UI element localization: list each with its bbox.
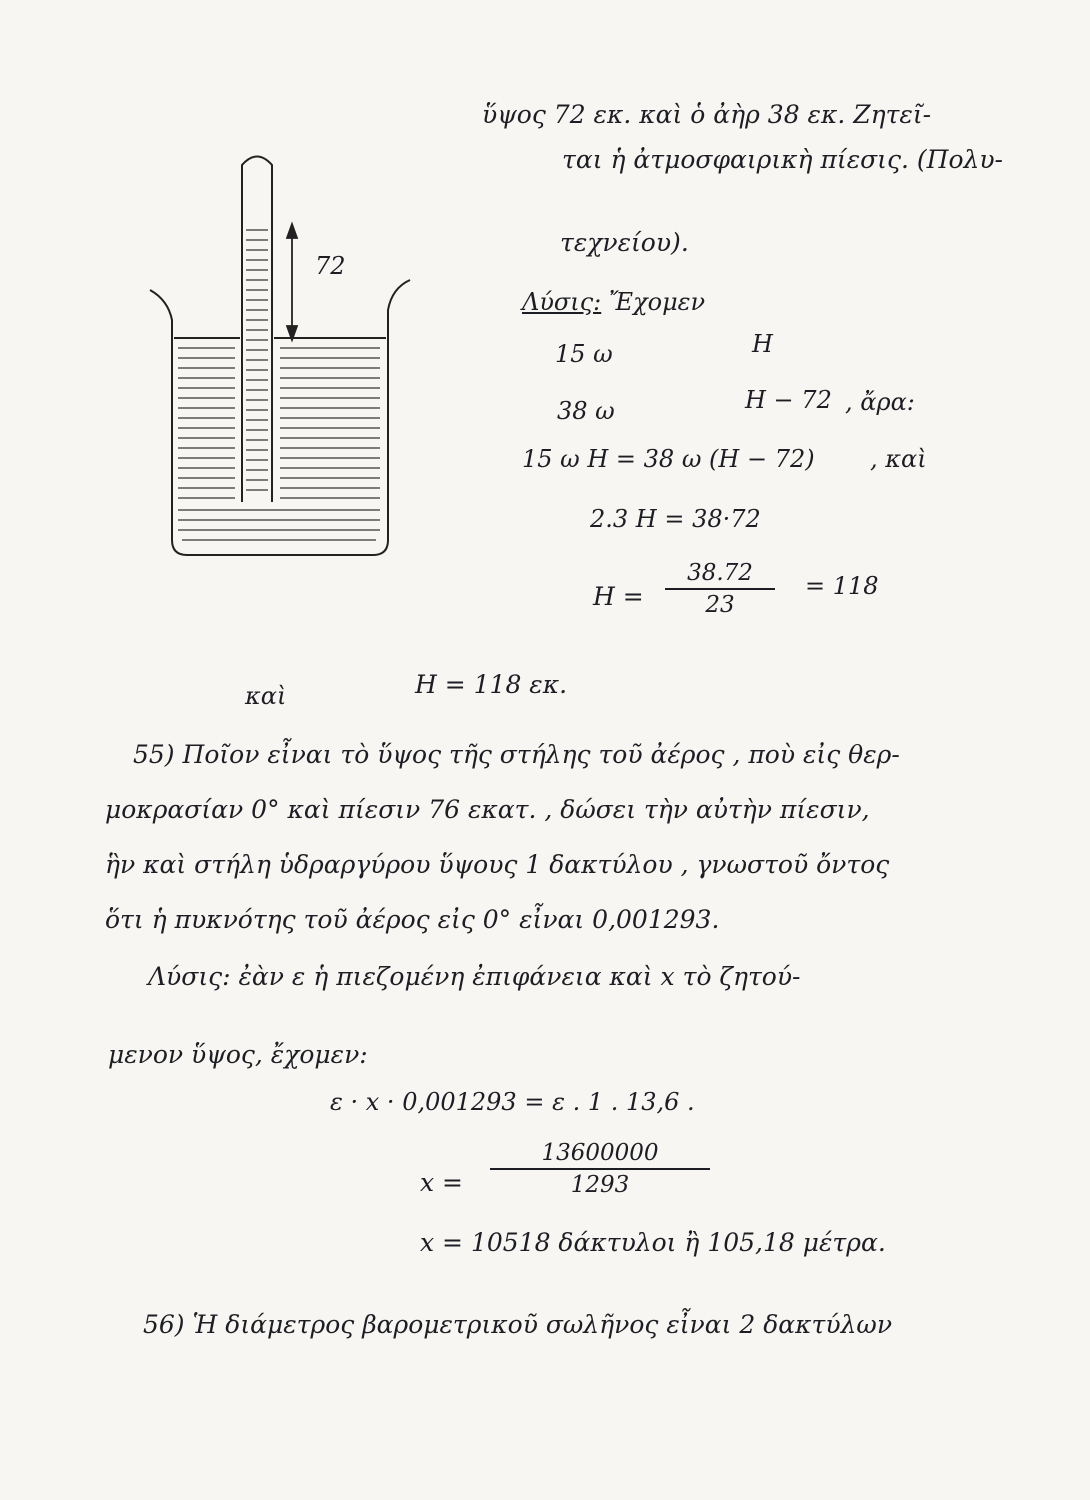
lysis-word: Λύσις: <box>522 288 602 316</box>
solution55-line-1: Λύσις: ἐὰν ε ἡ πιεζομένη ἐπιφάνεια καὶ x τὸ ζητού- <box>148 962 801 991</box>
ratio-r1b: Η <box>752 330 773 358</box>
h-fraction-den: 23 <box>705 592 735 618</box>
header-line-3: τεχνείου). <box>560 228 689 257</box>
problem55-line-4: ὅτι ἡ πυκνότης τοῦ ἀέρος εἰς 0° εἶναι 0,001293. <box>105 905 720 934</box>
header-line-2: ται ἡ ἀτμοσφαιρικὴ πίεσις. (Πολυ- <box>562 145 1003 174</box>
x-fraction-num: 13600000 <box>541 1140 659 1166</box>
ratio-r2b: Η − 72 <box>745 386 832 414</box>
tube-mercury-hatching <box>246 230 268 490</box>
ratio-r2c: , ἄρα: <box>845 388 915 416</box>
h-fraction-num: 38.72 <box>687 560 753 586</box>
problem55-line-3: ἣν καὶ στήλη ὑδραργύρου ὕψους 1 δακτύλου , γνωστοῦ ὄντος <box>105 850 890 879</box>
h-result: = 118 <box>805 572 879 600</box>
h-fraction <box>665 560 775 618</box>
final-answer: Η = 118 εκ. <box>415 670 568 699</box>
height-arrow <box>287 224 297 340</box>
solution55-line-2: μενον ὕψος, ἔχομεν: <box>108 1040 368 1069</box>
lysis-label <box>522 288 705 316</box>
x-result: x = 10518 δάκτυλοι ἢ 105,18 μέτρα. <box>420 1228 886 1257</box>
x-fraction <box>490 1140 710 1198</box>
ratio-r2a: 38 ω <box>557 397 615 425</box>
problem55-line-1: 55) Ποῖον εἶναι τὸ ὕψος τῆς στήλης τοῦ ἀέρος , ποὺ εἰς θερ- <box>133 740 900 769</box>
vessel-mercury-hatching <box>178 348 380 540</box>
equation-1: 15 ω Η = 38 ω (Η − 72) <box>522 445 815 473</box>
echomen: Ἔχομεν <box>608 288 706 316</box>
kai-label: καὶ <box>245 682 287 710</box>
height-label: 72 <box>315 252 346 280</box>
ratio-r1a: 15 ω <box>555 340 613 368</box>
equation-2: 2.3 Η = 38·72 <box>590 505 761 533</box>
problem55-line-2: μοκρασίαν 0° καὶ πίεσιν 76 εκατ. , δώσει τὴν αὐτὴν πίεσιν, <box>105 795 870 824</box>
solution55-equation: ε · x · 0,001293 = ε . 1 . 13,6 . <box>330 1088 695 1116</box>
equation-1-kai: , καὶ <box>870 445 927 473</box>
h-label: Η = <box>593 582 644 611</box>
header-line-1: ὕψος 72 εκ. καὶ ὁ ἀὴρ 38 εκ. Ζητεῖ- <box>482 100 932 129</box>
problem56-line-1: 56) Ἡ διάμετρος βαρομετρικοῦ σωλῆνος εἶναι 2 δακτύλων <box>143 1310 893 1339</box>
barometer-diagram <box>130 140 420 570</box>
x-fraction-den: 1293 <box>570 1172 630 1198</box>
x-label: x = <box>420 1168 463 1197</box>
